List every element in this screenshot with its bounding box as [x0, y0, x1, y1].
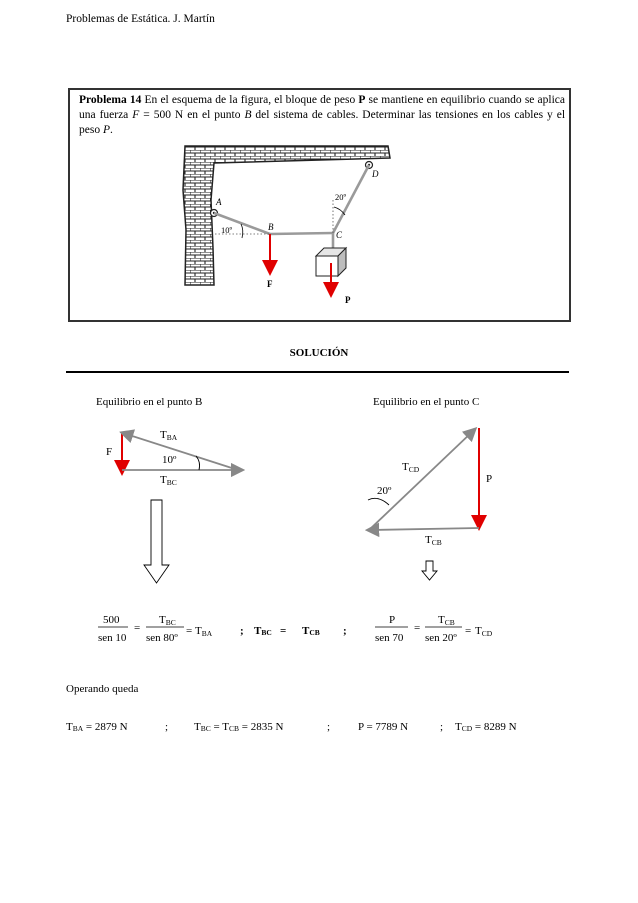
triangle-B	[122, 432, 238, 470]
triangle-C	[368, 428, 479, 530]
svg-text:TBC = TCB = 2835 N: TBC = TCB = 2835 N	[194, 721, 284, 733]
label-A: A	[216, 197, 222, 207]
tri-B-TBA: TBA	[160, 429, 178, 442]
problem-p-italic: P	[102, 124, 110, 136]
svg-text:500: 500	[103, 614, 120, 626]
svg-text:sen 80º: sen 80º	[146, 632, 178, 644]
svg-text:TCD = 8289 N: TCD = 8289 N	[455, 721, 517, 733]
svg-text:TCD: TCD	[475, 625, 493, 638]
svg-text:;: ;	[440, 721, 444, 733]
label-D: D	[372, 169, 379, 179]
results-line	[66, 721, 517, 733]
tri-C-angle: 20º	[377, 485, 392, 497]
problem-text-5: .	[110, 124, 113, 136]
problem-b: B	[244, 109, 252, 121]
formula-C	[375, 614, 493, 644]
problem-text-2: se mantiene en equilibrio cuando se aplica una fuerza	[79, 94, 566, 121]
label-angle-B: 10º	[221, 225, 233, 235]
svg-text:TBA = 2879 N: TBA = 2879 N	[66, 721, 128, 733]
page-header: Problemas de Estática. J. Martín	[66, 13, 215, 25]
svg-text:=: =	[280, 625, 287, 637]
svg-text:;: ;	[327, 721, 331, 733]
tri-B-F: F	[106, 446, 113, 458]
tri-C-P: P	[486, 473, 493, 485]
cables	[214, 165, 369, 250]
svg-text:sen 10: sen 10	[98, 632, 127, 644]
svg-text:P = 7789 N: P = 7789 N	[358, 721, 409, 733]
tri-B-angle: 10º	[162, 454, 177, 466]
angle-arrow-B	[241, 224, 243, 238]
problem-f: F	[132, 109, 140, 121]
svg-text:TBC: TBC	[254, 625, 272, 637]
svg-text:=: =	[186, 625, 193, 637]
problem-text-3: = 500 N en el punto	[139, 109, 245, 121]
svg-text:;: ;	[165, 721, 169, 733]
svg-text:=: =	[134, 622, 141, 634]
svg-text:TCB: TCB	[438, 614, 455, 627]
svg-text:;: ;	[343, 625, 347, 637]
label-P: P	[345, 295, 351, 305]
tri-C-TCB: TCB	[425, 534, 442, 547]
implies-arrow-B	[144, 500, 169, 583]
label-F: F	[267, 279, 273, 289]
problem-p-bold: P	[358, 94, 366, 106]
problem-label: Problema 14	[79, 94, 142, 106]
svg-text:=: =	[414, 622, 421, 634]
tri-C-TCD: TCD	[402, 461, 420, 474]
label-angle-C: 20º	[335, 192, 347, 202]
svg-text:sen 70: sen 70	[375, 632, 404, 644]
problem-text-4: del sistema de cables. Determinar las tensiones en los cables y el peso	[79, 109, 566, 136]
reference-lines	[215, 200, 333, 234]
svg-text:P: P	[389, 614, 396, 626]
solution-divider	[66, 371, 569, 373]
svg-text:TBA: TBA	[195, 625, 213, 638]
label-B: B	[268, 222, 274, 232]
svg-text:;: ;	[240, 625, 244, 637]
eq-B-title: Equilibrio en el punto B	[96, 396, 203, 408]
svg-text:sen 20º: sen 20º	[425, 632, 457, 644]
formula-B	[98, 614, 213, 644]
problem-text-1: En el esquema de la figura, el bloque de peso	[141, 94, 359, 106]
svg-text:TBC: TBC	[159, 614, 176, 627]
svg-text:TCB: TCB	[302, 625, 320, 637]
operando-text: Operando queda	[66, 683, 139, 695]
eq-C-title: Equilibrio en el punto C	[373, 396, 480, 408]
implies-arrow-C	[422, 561, 437, 580]
relation-TBC-TCB	[240, 625, 347, 637]
label-C: C	[336, 230, 343, 240]
svg-text:=: =	[465, 625, 472, 637]
tri-B-TBC: TBC	[160, 474, 177, 487]
solution-title: SOLUCIÓN	[289, 347, 349, 359]
